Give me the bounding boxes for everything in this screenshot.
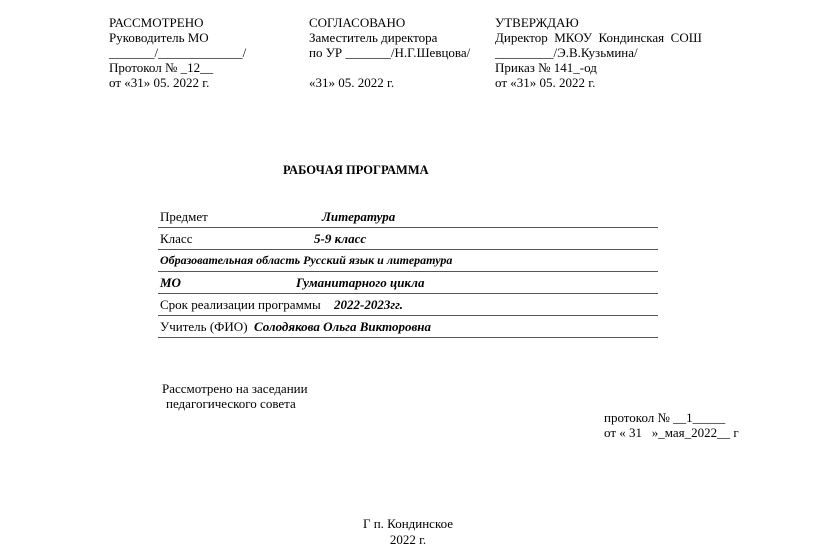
- reviewed-heading: РАССМОТРЕНО: [109, 15, 204, 30]
- approved-role: Директор МКОУ Кондинская СОШ: [495, 30, 702, 45]
- class-label: Класс: [160, 231, 193, 246]
- document-title: РАБОЧАЯ ПРОГРАММА: [283, 163, 429, 177]
- subject-value: Литература: [322, 209, 396, 224]
- approval-approved-block: [495, 15, 702, 90]
- term-label: Срок реализации программы: [160, 297, 321, 312]
- teacher-label: Учитель (ФИО): [160, 319, 248, 334]
- agreed-date: «31» 05. 2022 г.: [309, 75, 395, 90]
- subject-row: [158, 206, 658, 228]
- approval-reviewed-block: [109, 15, 246, 90]
- approved-date: от «31» 05. 2022 г.: [495, 75, 596, 90]
- mo-label: МО: [160, 275, 181, 290]
- class-value: 5-9 класс: [314, 231, 367, 246]
- term-row: [158, 294, 658, 316]
- subject-label: Предмет: [160, 209, 208, 224]
- council-meeting-note: [162, 381, 308, 411]
- agreed-signature-line: по УР _______/Н.Г.Шевцова/: [309, 45, 471, 60]
- footer-place: Г п. Кондинское: [362, 516, 454, 531]
- protocol-date: от « 31 »_мая_2022__ г: [604, 425, 739, 440]
- area-text: Образовательная область Русский язык и литература: [160, 253, 453, 267]
- protocol-number: протокол № __1_____: [604, 410, 726, 425]
- term-value: 2022-2023гг.: [334, 297, 404, 312]
- mo-row: [158, 272, 658, 294]
- teacher-value: Солодякова Ольга Викторовна: [254, 319, 431, 334]
- meeting-line-1: Рассмотрено на заседании: [162, 381, 308, 396]
- area-row: [158, 250, 658, 272]
- program-info-table: [158, 206, 658, 338]
- reviewed-role: Руководитель МО: [109, 30, 209, 45]
- footer: [0, 516, 816, 548]
- class-row: [158, 228, 658, 250]
- approval-agreed-block: [309, 15, 470, 90]
- reviewed-protocol: Протокол № _12__: [109, 60, 214, 75]
- approved-heading: УТВЕРЖДАЮ: [495, 15, 579, 30]
- approved-signature-line: _________/Э.В.Кузьмина/: [495, 45, 638, 60]
- reviewed-signature-line: _______/_____________/: [109, 45, 247, 60]
- agreed-blank-line: [309, 60, 470, 75]
- approved-order: Приказ № 141_-од: [495, 60, 597, 75]
- agreed-heading: СОГЛАСОВАНО: [309, 15, 406, 30]
- mo-value: Гуманитарного цикла: [296, 275, 425, 290]
- footer-year: 2022 г.: [389, 532, 427, 547]
- agreed-role: Заместитель директора: [309, 30, 438, 45]
- reviewed-date: от «31» 05. 2022 г.: [109, 75, 210, 90]
- teacher-row: [158, 316, 658, 338]
- council-protocol: [604, 410, 739, 440]
- meeting-line-2: педагогического совета: [166, 396, 296, 411]
